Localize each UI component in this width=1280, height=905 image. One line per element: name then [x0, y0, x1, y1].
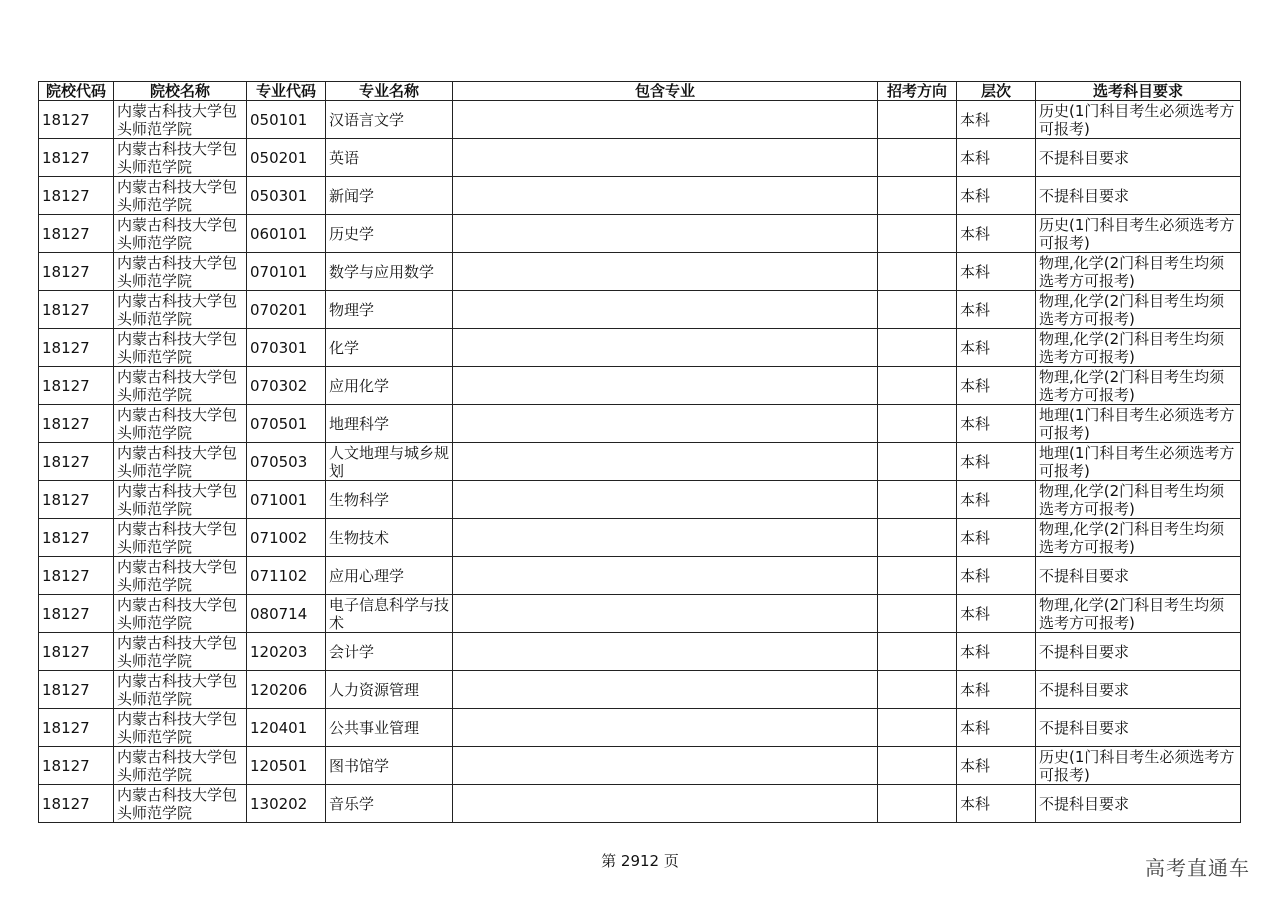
cell-level: 本科 [957, 671, 1036, 709]
cell-school-name: 内蒙古科技大学包头师范学院 [114, 101, 247, 139]
cell-subject-requirement: 历史(1门科目考生必须选考方可报考) [1036, 747, 1241, 785]
cell-direction [878, 785, 957, 823]
cell-school-code: 18127 [39, 101, 114, 139]
cell-major-name: 物理学 [326, 291, 453, 329]
cell-major-name: 生物科学 [326, 481, 453, 519]
cell-major-code: 120206 [247, 671, 326, 709]
cell-subject-requirement: 物理,化学(2门科目考生均须选考方可报考) [1036, 519, 1241, 557]
admission-table [38, 81, 1241, 823]
cell-included-majors [453, 101, 878, 139]
cell-included-majors [453, 177, 878, 215]
table-body [39, 101, 1241, 823]
cell-subject-requirement: 历史(1门科目考生必须选考方可报考) [1036, 215, 1241, 253]
cell-major-code: 080714 [247, 595, 326, 633]
cell-included-majors [453, 747, 878, 785]
header-school-name: 院校名称 [114, 82, 247, 101]
cell-major-name: 生物技术 [326, 519, 453, 557]
cell-school-code: 18127 [39, 329, 114, 367]
cell-school-code: 18127 [39, 405, 114, 443]
cell-major-name: 英语 [326, 139, 453, 177]
cell-subject-requirement: 物理,化学(2门科目考生均须选考方可报考) [1036, 595, 1241, 633]
cell-included-majors [453, 481, 878, 519]
table-row [39, 519, 1241, 557]
cell-level: 本科 [957, 633, 1036, 671]
cell-major-name: 人文地理与城乡规划 [326, 443, 453, 481]
cell-major-code: 070101 [247, 253, 326, 291]
cell-major-code: 050201 [247, 139, 326, 177]
cell-direction [878, 367, 957, 405]
cell-school-code: 18127 [39, 671, 114, 709]
page-number: 第 2912 页 [601, 852, 679, 870]
cell-school-code: 18127 [39, 253, 114, 291]
table-row [39, 633, 1241, 671]
table-row [39, 443, 1241, 481]
cell-school-name: 内蒙古科技大学包头师范学院 [114, 405, 247, 443]
cell-major-name: 会计学 [326, 633, 453, 671]
cell-school-code: 18127 [39, 443, 114, 481]
cell-school-code: 18127 [39, 709, 114, 747]
cell-major-code: 070302 [247, 367, 326, 405]
cell-included-majors [453, 595, 878, 633]
cell-school-name: 内蒙古科技大学包头师范学院 [114, 139, 247, 177]
table-row [39, 709, 1241, 747]
cell-major-name: 化学 [326, 329, 453, 367]
cell-school-name: 内蒙古科技大学包头师范学院 [114, 329, 247, 367]
cell-school-code: 18127 [39, 215, 114, 253]
cell-major-name: 电子信息科学与技术 [326, 595, 453, 633]
cell-school-name: 内蒙古科技大学包头师范学院 [114, 215, 247, 253]
cell-school-name: 内蒙古科技大学包头师范学院 [114, 709, 247, 747]
table-row [39, 139, 1241, 177]
cell-level: 本科 [957, 101, 1036, 139]
table-row [39, 747, 1241, 785]
cell-school-code: 18127 [39, 291, 114, 329]
cell-major-name: 公共事业管理 [326, 709, 453, 747]
cell-level: 本科 [957, 481, 1036, 519]
cell-included-majors [453, 367, 878, 405]
cell-subject-requirement: 历史(1门科目考生必须选考方可报考) [1036, 101, 1241, 139]
cell-included-majors [453, 215, 878, 253]
cell-included-majors [453, 291, 878, 329]
cell-major-name: 汉语言文学 [326, 101, 453, 139]
cell-subject-requirement: 物理,化学(2门科目考生均须选考方可报考) [1036, 291, 1241, 329]
cell-included-majors [453, 709, 878, 747]
header-included-majors: 包含专业 [453, 82, 878, 101]
cell-included-majors [453, 443, 878, 481]
cell-school-code: 18127 [39, 633, 114, 671]
cell-school-name: 内蒙古科技大学包头师范学院 [114, 747, 247, 785]
cell-level: 本科 [957, 367, 1036, 405]
cell-major-name: 新闻学 [326, 177, 453, 215]
cell-school-code: 18127 [39, 367, 114, 405]
cell-direction [878, 253, 957, 291]
cell-major-name: 图书馆学 [326, 747, 453, 785]
table-row [39, 481, 1241, 519]
cell-major-code: 050101 [247, 101, 326, 139]
cell-major-name: 应用心理学 [326, 557, 453, 595]
cell-school-code: 18127 [39, 177, 114, 215]
cell-included-majors [453, 671, 878, 709]
cell-school-name: 内蒙古科技大学包头师范学院 [114, 671, 247, 709]
cell-school-code: 18127 [39, 557, 114, 595]
cell-level: 本科 [957, 785, 1036, 823]
cell-direction [878, 519, 957, 557]
cell-included-majors [453, 405, 878, 443]
cell-subject-requirement: 不提科目要求 [1036, 633, 1241, 671]
cell-direction [878, 557, 957, 595]
cell-major-code: 071001 [247, 481, 326, 519]
cell-subject-requirement: 不提科目要求 [1036, 557, 1241, 595]
cell-subject-requirement: 不提科目要求 [1036, 709, 1241, 747]
table-row [39, 291, 1241, 329]
table-row [39, 177, 1241, 215]
cell-school-code: 18127 [39, 747, 114, 785]
cell-subject-requirement: 不提科目要求 [1036, 671, 1241, 709]
cell-level: 本科 [957, 443, 1036, 481]
cell-included-majors [453, 633, 878, 671]
cell-level: 本科 [957, 709, 1036, 747]
cell-major-code: 060101 [247, 215, 326, 253]
cell-direction [878, 139, 957, 177]
header-level: 层次 [957, 82, 1036, 101]
cell-school-name: 内蒙古科技大学包头师范学院 [114, 785, 247, 823]
table-row [39, 671, 1241, 709]
cell-direction [878, 101, 957, 139]
cell-major-name: 历史学 [326, 215, 453, 253]
cell-major-code: 070503 [247, 443, 326, 481]
cell-major-code: 070301 [247, 329, 326, 367]
cell-direction [878, 633, 957, 671]
cell-level: 本科 [957, 291, 1036, 329]
header-school-code: 院校代码 [39, 82, 114, 101]
cell-major-code: 071102 [247, 557, 326, 595]
header-major-code: 专业代码 [247, 82, 326, 101]
table-row [39, 253, 1241, 291]
cell-subject-requirement: 不提科目要求 [1036, 139, 1241, 177]
table-row [39, 557, 1241, 595]
cell-school-name: 内蒙古科技大学包头师范学院 [114, 557, 247, 595]
cell-direction [878, 595, 957, 633]
cell-included-majors [453, 329, 878, 367]
header-subject-requirement: 选考科目要求 [1036, 82, 1241, 101]
cell-major-code: 120401 [247, 709, 326, 747]
table-row [39, 785, 1241, 823]
cell-included-majors [453, 785, 878, 823]
cell-major-name: 数学与应用数学 [326, 253, 453, 291]
cell-major-code: 070201 [247, 291, 326, 329]
cell-direction [878, 215, 957, 253]
cell-subject-requirement: 物理,化学(2门科目考生均须选考方可报考) [1036, 367, 1241, 405]
cell-school-name: 内蒙古科技大学包头师范学院 [114, 177, 247, 215]
cell-school-name: 内蒙古科技大学包头师范学院 [114, 481, 247, 519]
cell-school-name: 内蒙古科技大学包头师范学院 [114, 253, 247, 291]
cell-direction [878, 671, 957, 709]
cell-included-majors [453, 557, 878, 595]
cell-level: 本科 [957, 747, 1036, 785]
cell-school-name: 内蒙古科技大学包头师范学院 [114, 443, 247, 481]
cell-major-code: 130202 [247, 785, 326, 823]
cell-included-majors [453, 519, 878, 557]
cell-school-code: 18127 [39, 785, 114, 823]
cell-level: 本科 [957, 253, 1036, 291]
cell-subject-requirement: 地理(1门科目考生必须选考方可报考) [1036, 443, 1241, 481]
cell-major-code: 050301 [247, 177, 326, 215]
cell-subject-requirement: 地理(1门科目考生必须选考方可报考) [1036, 405, 1241, 443]
cell-major-name: 地理科学 [326, 405, 453, 443]
cell-level: 本科 [957, 595, 1036, 633]
cell-school-name: 内蒙古科技大学包头师范学院 [114, 595, 247, 633]
watermark: 高考直通车 [1145, 856, 1250, 880]
cell-subject-requirement: 物理,化学(2门科目考生均须选考方可报考) [1036, 481, 1241, 519]
cell-subject-requirement: 不提科目要求 [1036, 785, 1241, 823]
cell-direction [878, 329, 957, 367]
table-row [39, 329, 1241, 367]
header-row [39, 82, 1241, 101]
cell-level: 本科 [957, 177, 1036, 215]
cell-direction [878, 481, 957, 519]
cell-level: 本科 [957, 329, 1036, 367]
cell-major-name: 音乐学 [326, 785, 453, 823]
cell-direction [878, 443, 957, 481]
cell-major-code: 071002 [247, 519, 326, 557]
cell-major-code: 070501 [247, 405, 326, 443]
cell-school-code: 18127 [39, 481, 114, 519]
table-row [39, 215, 1241, 253]
cell-included-majors [453, 139, 878, 177]
header-direction: 招考方向 [878, 82, 957, 101]
cell-major-code: 120203 [247, 633, 326, 671]
cell-direction [878, 291, 957, 329]
cell-level: 本科 [957, 519, 1036, 557]
header-major-name: 专业名称 [326, 82, 453, 101]
cell-level: 本科 [957, 215, 1036, 253]
cell-level: 本科 [957, 557, 1036, 595]
cell-subject-requirement: 物理,化学(2门科目考生均须选考方可报考) [1036, 253, 1241, 291]
cell-included-majors [453, 253, 878, 291]
cell-school-code: 18127 [39, 139, 114, 177]
cell-major-code: 120501 [247, 747, 326, 785]
cell-subject-requirement: 不提科目要求 [1036, 177, 1241, 215]
table-row [39, 595, 1241, 633]
cell-school-name: 内蒙古科技大学包头师范学院 [114, 633, 247, 671]
cell-level: 本科 [957, 139, 1036, 177]
cell-subject-requirement: 物理,化学(2门科目考生均须选考方可报考) [1036, 329, 1241, 367]
cell-direction [878, 747, 957, 785]
cell-direction [878, 405, 957, 443]
table-row [39, 405, 1241, 443]
cell-major-name: 人力资源管理 [326, 671, 453, 709]
cell-school-name: 内蒙古科技大学包头师范学院 [114, 519, 247, 557]
cell-direction [878, 709, 957, 747]
cell-school-name: 内蒙古科技大学包头师范学院 [114, 291, 247, 329]
cell-school-code: 18127 [39, 519, 114, 557]
cell-school-code: 18127 [39, 595, 114, 633]
cell-school-name: 内蒙古科技大学包头师范学院 [114, 367, 247, 405]
cell-direction [878, 177, 957, 215]
cell-level: 本科 [957, 405, 1036, 443]
table-row [39, 101, 1241, 139]
table-row [39, 367, 1241, 405]
cell-major-name: 应用化学 [326, 367, 453, 405]
